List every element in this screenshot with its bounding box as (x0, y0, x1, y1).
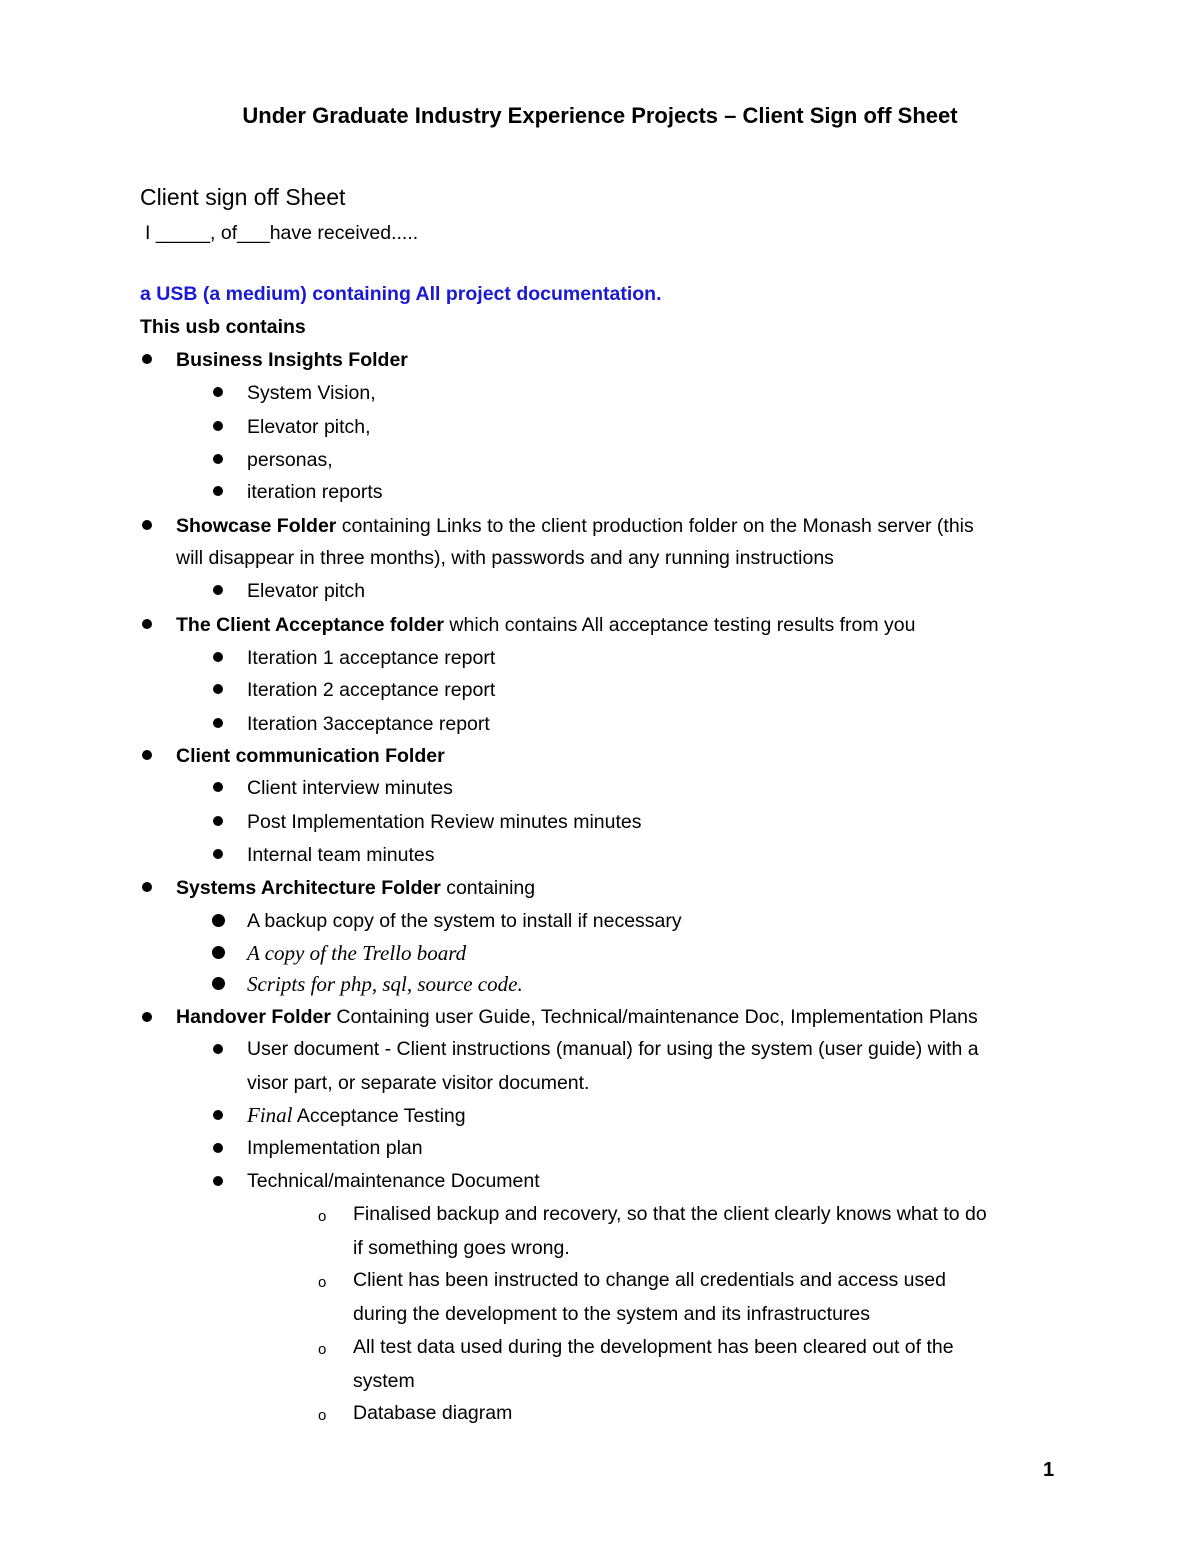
list-item (247, 1102, 466, 1129)
list-item: A backup copy of the system to install if necessary (247, 910, 682, 932)
bullet-icon (212, 977, 225, 990)
bullet-icon (213, 1110, 223, 1120)
receipt-statement: I _____, of___have received..... (145, 222, 419, 244)
bullet-icon (213, 421, 223, 431)
usb-line: a USB (a medium) containing All project documentation. (140, 283, 662, 305)
bullet-icon (213, 486, 223, 496)
list-item: Technical/maintenance Document (247, 1170, 540, 1192)
circle-bullet-icon: o (318, 1274, 327, 1291)
bullet-icon (213, 1143, 223, 1153)
bullet-icon (212, 946, 225, 959)
circle-bullet-icon: o (318, 1407, 327, 1424)
list-item: System Vision, (247, 382, 376, 404)
bullet-icon (142, 1012, 152, 1022)
bullet-icon (213, 454, 223, 464)
section-heading: Client sign off Sheet (140, 184, 346, 210)
document-title: Under Graduate Industry Experience Projects – Client Sign off Sheet (242, 103, 958, 128)
list-item: personas, (247, 449, 333, 471)
bullet-icon (142, 750, 152, 760)
list-item: Elevator pitch, (247, 416, 371, 438)
list-item: Internal team minutes (247, 844, 435, 866)
bullet-icon (213, 782, 223, 792)
bullet-icon (142, 882, 152, 892)
sub-list-item: Finalised backup and recovery, so that the client clearly knows what to do (353, 1203, 987, 1225)
list-item: Iteration 2 acceptance report (247, 679, 496, 701)
final-rest: Acceptance Testing (292, 1105, 466, 1127)
bullet-icon (213, 652, 223, 662)
bullet-icon (213, 387, 223, 397)
folder-architecture-title: Systems Architecture Folder (176, 877, 441, 899)
folder-handover-line (176, 1004, 978, 1030)
sub-list-item-cont: if something goes wrong. (353, 1237, 570, 1259)
list-item: Scripts for php, sql, source code. (247, 972, 523, 996)
folder-showcase-desc: containing Links to the client production folder on the Monash server (this (336, 515, 974, 537)
folder-business-title: Business Insights Folder (176, 349, 408, 371)
folder-architecture-desc: containing (440, 877, 536, 899)
sub-list-item: Client has been instructed to change all credentials and access used (353, 1269, 946, 1291)
bullet-icon (213, 684, 223, 694)
page-number: 1 (1043, 1459, 1055, 1481)
list-item: A copy of the Trello board (247, 941, 467, 965)
bullet-icon (212, 914, 225, 927)
list-item: Elevator pitch (247, 580, 366, 602)
usb-contains-label: This usb contains (140, 316, 306, 338)
folder-showcase-line (176, 513, 974, 539)
list-item: Implementation plan (247, 1137, 423, 1159)
sub-list-item: All test data used during the development has been cleared out of the (353, 1336, 954, 1358)
bullet-icon (213, 849, 223, 859)
folder-showcase-title: Showcase Folder (176, 515, 337, 537)
list-item: User document - Client instructions (manual) for using the system (user guide) with a (247, 1038, 979, 1060)
list-item: Iteration 1 acceptance report (247, 647, 496, 669)
circle-bullet-icon: o (318, 1341, 327, 1358)
folder-communication-title: Client communication Folder (176, 745, 445, 767)
sub-list-item-cont: during the development to the system and its infrastructures (353, 1303, 871, 1325)
folder-handover-title: Handover Folder (176, 1006, 331, 1028)
list-item: Iteration 3acceptance report (247, 713, 490, 735)
folder-acceptance-title: The Client Acceptance folder (176, 614, 445, 636)
sub-list-item: Database diagram (353, 1402, 513, 1424)
folder-architecture-line (176, 875, 535, 901)
bullet-icon (213, 1044, 223, 1054)
final-italic: Final (247, 1103, 293, 1127)
list-item: Client interview minutes (247, 777, 453, 799)
folder-handover-desc: Containing user Guide, Technical/maintenance Doc, Implementation Plans (330, 1006, 978, 1028)
sub-list-item-cont: system (353, 1370, 415, 1392)
bullet-icon (213, 718, 223, 728)
bullet-icon (142, 520, 152, 530)
folder-acceptance-desc: which contains All acceptance testing results from you (444, 614, 916, 636)
list-item: Post Implementation Review minutes minutes (247, 811, 642, 833)
list-item: iteration reports (247, 481, 383, 503)
folder-acceptance-line (176, 612, 916, 638)
circle-bullet-icon: o (318, 1208, 327, 1225)
bullet-icon (142, 619, 152, 629)
bullet-icon (213, 816, 223, 826)
bullet-icon (142, 354, 152, 364)
folder-showcase-desc-cont: will disappear in three months), with passwords and any running instructions (176, 547, 834, 569)
bullet-icon (213, 585, 223, 595)
bullet-icon (213, 1176, 223, 1186)
list-item-cont: visor part, or separate visitor document. (247, 1072, 590, 1094)
